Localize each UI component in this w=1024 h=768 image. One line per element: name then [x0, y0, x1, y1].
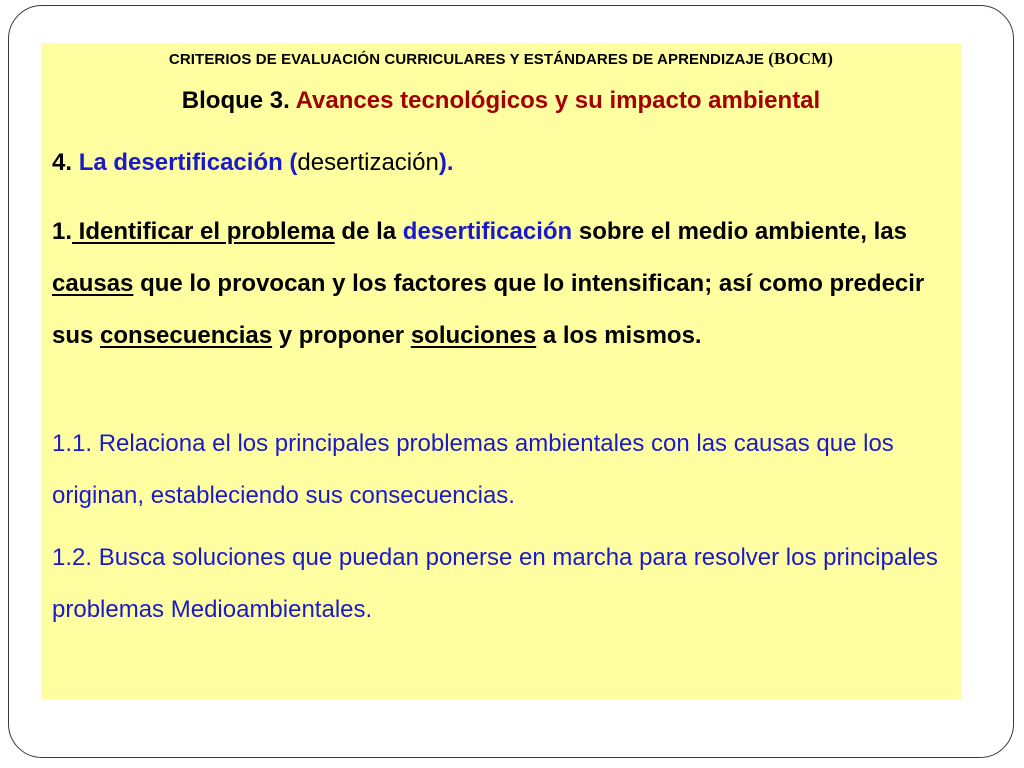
- criterion-text-6: que lo provocan y los factores que lo intensifican; así como predecir sus: [52, 270, 925, 349]
- criterion-text-8: y proponer: [272, 322, 411, 349]
- criterion-underlined-consecuencias: consecuencias: [100, 322, 273, 349]
- header-source: (BOCM): [768, 49, 834, 68]
- learning-standard-1-1: 1.1. Relaciona el los principales problemas ambientales con las causas que los originan, estableciendo sus consecuencias.: [52, 430, 894, 509]
- block-label: Bloque 3.: [181, 87, 296, 114]
- criterion-keyword: desertificación: [402, 218, 573, 245]
- slide-content-box: [41, 43, 961, 699]
- criterion-underlined-causas: causas: [52, 270, 134, 297]
- criterion-underlined-soluciones: soluciones: [410, 322, 537, 349]
- criterion-text-10: a los mismos.: [536, 322, 702, 349]
- header-text: CRITERIOS DE EVALUACIÓN CURRICULARES Y ESTÁNDARES DE APRENDIZAJE: [168, 51, 769, 68]
- criterion-number: 1.: [52, 218, 73, 245]
- criterion-underlined-1: Identificar el problema: [72, 218, 335, 245]
- block-name: Avances tecnológicos y su impacto ambiental: [295, 87, 821, 114]
- section-title-bold: La desertificación (: [78, 149, 298, 176]
- learning-standard-1-2: 1.2. Busca soluciones que puedan ponerse en marcha para resolver los principales problemas Medioambientales.: [52, 544, 938, 623]
- section-heading: [52, 149, 454, 177]
- criterion-text-2: de la: [334, 218, 403, 245]
- criterion-text-4: sobre el medio ambiente, las: [572, 218, 907, 245]
- block-title: [41, 87, 961, 115]
- evaluation-criterion: [52, 206, 957, 362]
- section-title-normal: desertización: [297, 149, 439, 176]
- section-title-close: ).: [438, 149, 454, 176]
- slide-header: [41, 49, 961, 69]
- section-number: 4.: [52, 149, 79, 176]
- slide-frame: [8, 5, 1014, 758]
